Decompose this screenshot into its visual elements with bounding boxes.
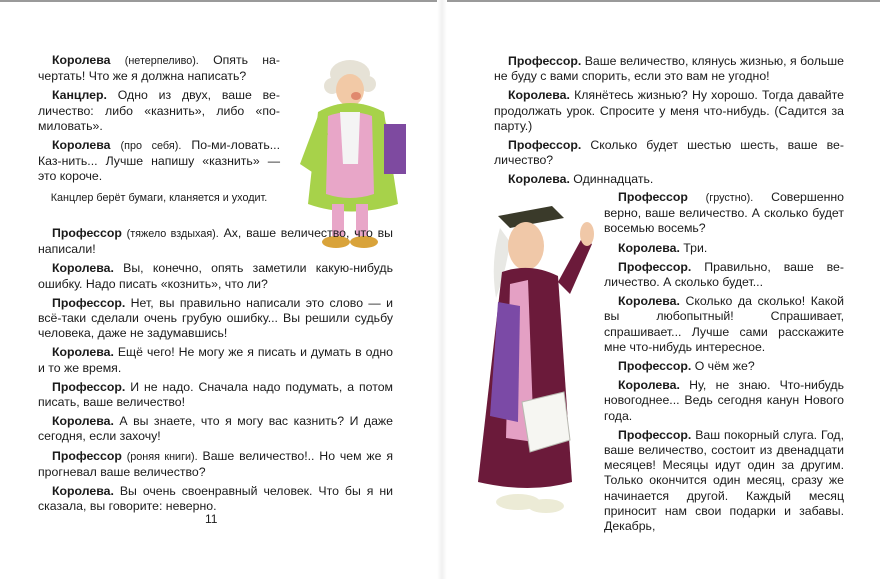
stage-remark: (роняя книги). — [126, 450, 198, 463]
dialogue-line — [494, 172, 844, 187]
line-text: Клянётесь жизнью? Ну хорошо. Тогда давайте продолжать урок. Спросите у меня что-нибудь. (Садится за парту.) — [494, 88, 844, 133]
dialogue-line — [38, 53, 280, 84]
line-text: Совершенно верно, ваше величество. А сколько будет восемью восемь? — [604, 190, 844, 236]
stage-remark: (грустно). — [705, 192, 754, 204]
line-text: Сколько да сколько! Какой вы любопытный! Спрашивает, спрашивает... Лучше сами расскажите мне что-нибудь интересное. — [604, 294, 844, 354]
dialogue-line — [604, 428, 844, 534]
speaker-name: Профессор. — [508, 138, 582, 153]
dialogue-line — [494, 54, 844, 84]
line-text: Ну, не знаю. Что-нибудь новогоднее... Ведь сегодня канун Нового года. — [604, 378, 844, 423]
speaker-name: Профессор. — [618, 259, 692, 274]
stage-remark: (нетерпеливо). — [124, 55, 199, 67]
dialogue-line — [38, 296, 393, 342]
line-text: Ах, ваше величество, что вы написали! — [38, 226, 394, 257]
speaker-name: Королева — [52, 138, 111, 153]
speaker-name: Профессор. — [508, 54, 582, 68]
speaker-name: Королева. — [618, 240, 680, 255]
right-page-text-bottom — [604, 190, 844, 538]
line-text: А вы знаете, что я могу вас казнить? И даже сегодня, если захочу! — [38, 414, 393, 444]
dialogue-line — [38, 138, 280, 185]
speaker-name: Королева. — [618, 294, 680, 309]
speaker-name: Королева. — [52, 414, 114, 429]
dialogue-line — [38, 261, 393, 291]
line-text: Нет, вы правильно написали это слово — и всё-таки сделали очень грубую ошибку... Вы решили судьбу человека, даже не задумавшись! — [38, 295, 393, 341]
dialogue-line — [38, 484, 393, 514]
line-text: Сколько будет шестью шесть, ваше величество? — [494, 138, 844, 168]
speaker-name: Профессор. — [618, 359, 692, 374]
line-text: Одиннадцать. — [573, 172, 654, 187]
left-page-text-bottom — [38, 226, 393, 518]
stage-remark: (тяжело вздыхая). — [126, 228, 219, 240]
speaker-name: Канцлер. — [52, 88, 107, 103]
speaker-name: Профессор — [52, 448, 122, 463]
line-text: Опять начертать! Что же я должна написать? — [38, 53, 280, 84]
speaker-name: Профессор. — [52, 379, 126, 394]
right-page-text-top — [494, 54, 844, 192]
dialogue-line — [604, 260, 844, 290]
speaker-name: Королева. — [508, 172, 570, 187]
dialogue-line — [604, 241, 844, 256]
speaker-name: Профессор. — [52, 295, 126, 310]
line-text: Ваше величество!.. Но чем же я прогневал ваше величество? — [38, 448, 393, 479]
dialogue-line — [38, 345, 393, 375]
speaker-name: Королева. — [52, 345, 114, 360]
speaker-name: Профессор — [52, 226, 122, 240]
dialogue-line — [38, 449, 393, 480]
line-text: Вы, конечно, опять заметили какую-нибудь ошибку. Надо писать «кознить», что ли? — [38, 261, 393, 291]
line-text: Три. — [683, 240, 708, 255]
speaker-name: Королева. — [52, 261, 114, 276]
speaker-name: Королева. — [508, 88, 570, 103]
dialogue-line — [494, 138, 844, 168]
line-text: Вы очень своенравный человек. Что бы я ни сказала, вы говорите: неверно. — [38, 484, 393, 514]
dialogue-line — [38, 88, 280, 134]
professor-illustration — [460, 202, 600, 520]
left-page-text-top — [38, 53, 280, 215]
book-gutter — [437, 0, 447, 579]
dialogue-line — [604, 294, 844, 355]
stage-remark: (про себя). — [120, 140, 182, 153]
dialogue-line — [604, 378, 844, 424]
chancellor-illustration — [288, 54, 423, 254]
stage-direction: Канцлер берёт бумаги, кланяется и уходит. — [50, 191, 268, 204]
dialogue-line — [604, 359, 844, 374]
page-number: 11 — [205, 512, 218, 526]
speaker-name: Королева. — [52, 484, 114, 499]
dialogue-line — [494, 88, 844, 134]
speaker-name: Профессор — [618, 190, 688, 204]
dialogue-line — [38, 226, 393, 257]
line-text: Правильно, ваше величество. А сколько будет... — [604, 259, 844, 290]
speaker-name: Королева — [52, 53, 111, 67]
line-text: Ваш покорный слуга. Год, ваше величество, состоит из двенадцати месяцев! Месяцы идут один за другим. Только окончится один месяц, сразу же начинается другой. Каждый месяц приносит нам свои подарки и забавы. Декабрь, — [604, 427, 844, 534]
speaker-name: Королева. — [618, 378, 680, 393]
dialogue-line — [38, 380, 393, 410]
line-text: Ваше величество, клянусь жизнью, я больше не буду с вами спорить, если это вам не угодно! — [494, 54, 844, 84]
line-text: По-ми-ловать... Каз-нить... Лучше напишу «казнить» — это короче. — [38, 138, 281, 184]
line-text: О чём же? — [694, 359, 755, 374]
line-text: И не надо. Сначала надо подумать, а потом писать, ваше величество! — [38, 379, 393, 410]
line-text: Ещё чего! Не могу же я писать и думать в одно и то же время. — [38, 345, 393, 375]
dialogue-line — [604, 190, 844, 237]
line-text: Одно из двух, ваше величество: либо «казнить», либо «помиловать». — [38, 88, 280, 133]
speaker-name: Профессор. — [618, 427, 692, 442]
dialogue-line — [38, 414, 393, 444]
